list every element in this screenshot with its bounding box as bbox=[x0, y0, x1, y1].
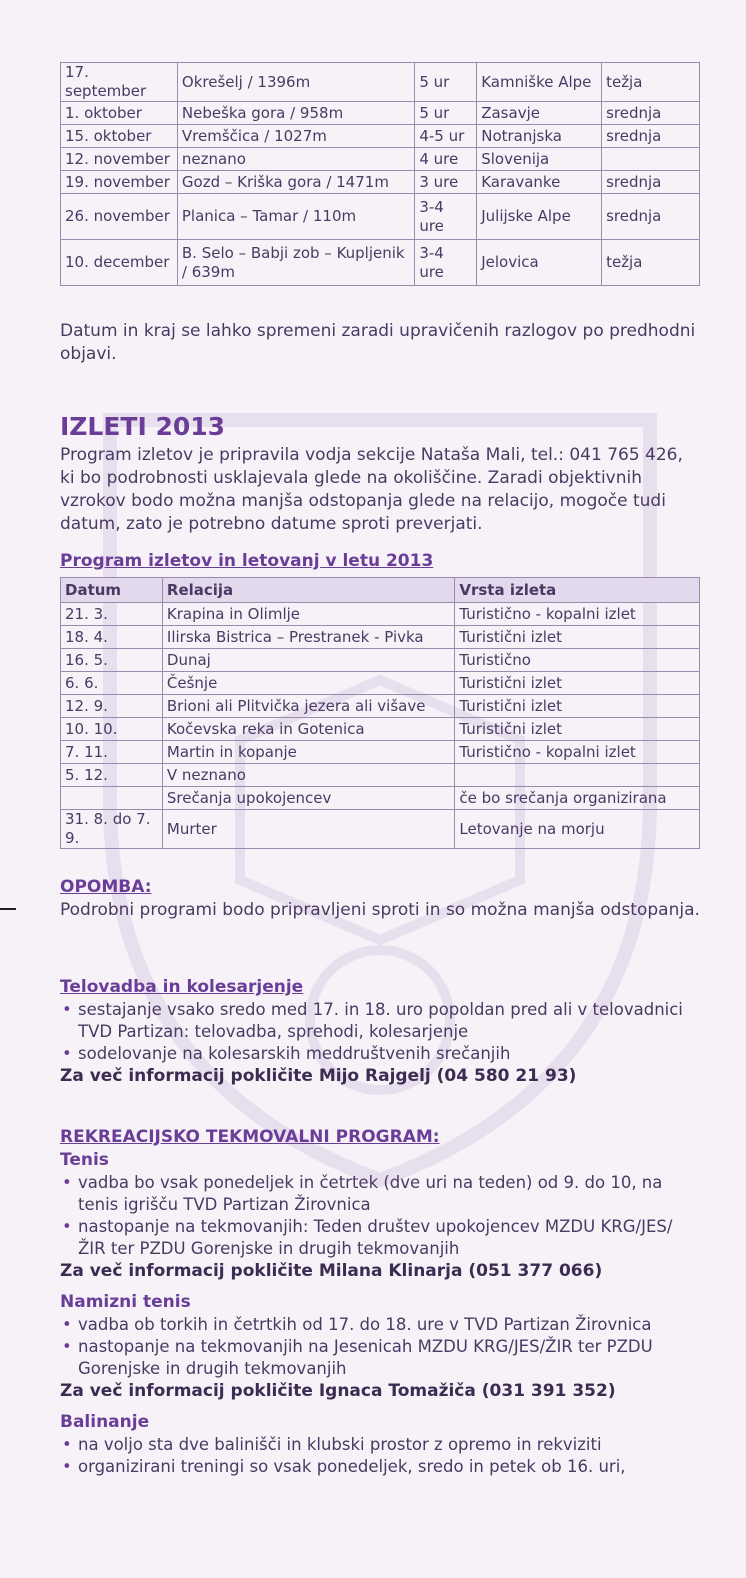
tenis-title: Tenis bbox=[60, 1150, 109, 1170]
hike-difficulty-cell: srednja bbox=[602, 102, 700, 125]
hike-difficulty-cell: srednja bbox=[602, 171, 700, 194]
program-date-cell: 12. 9. bbox=[61, 695, 163, 718]
balinanje-list bbox=[60, 1434, 700, 1478]
table-row bbox=[61, 672, 700, 695]
opomba-text: Podrobni programi bodo pripravljeni sproti in so možna manjša odstopanja. bbox=[60, 900, 700, 920]
program-type-cell: Turistični izlet bbox=[455, 695, 700, 718]
program-type-cell: Turistični izlet bbox=[455, 718, 700, 741]
table-row bbox=[61, 102, 700, 125]
list-item: • na voljo sta dve balinišči in klubski prostor z opremo in rekviziti bbox=[60, 1434, 700, 1456]
hike-route-cell: neznano bbox=[177, 148, 414, 171]
header-type: Vrsta izleta bbox=[455, 578, 700, 603]
table-row bbox=[61, 125, 700, 148]
list-item: • sodelovanje na kolesarskih meddruštvenih srečanjih bbox=[60, 1043, 700, 1065]
opomba-section bbox=[60, 876, 700, 922]
change-note-text: Datum in kraj se lahko spremeni zaradi upravičenih razlogov po predhodni objavi. bbox=[60, 321, 696, 364]
hike-duration-cell: 3 ure bbox=[415, 171, 477, 194]
hike-route-cell: Nebeška gora / 958m bbox=[177, 102, 414, 125]
program-type-cell: Turistično bbox=[455, 649, 700, 672]
hike-duration-cell: 3-4 ure bbox=[415, 240, 477, 286]
program-type-cell bbox=[455, 764, 700, 787]
table-row bbox=[61, 603, 700, 626]
program-date-cell: 31. 8. do 7. 9. bbox=[61, 810, 163, 849]
table-row bbox=[61, 741, 700, 764]
table-row bbox=[61, 194, 700, 240]
hike-difficulty-cell bbox=[602, 148, 700, 171]
table-row bbox=[61, 148, 700, 171]
telovadba-list bbox=[60, 999, 700, 1065]
program-type-cell: če bo srečanja organizirana bbox=[455, 787, 700, 810]
hike-region-cell: Notranjska bbox=[477, 125, 602, 148]
program-route-cell: Murter bbox=[162, 810, 454, 849]
hike-difficulty-cell: težja bbox=[602, 240, 700, 286]
rekreacija-title: REKREACIJSKO TEKMOVALNI PROGRAM: bbox=[60, 1127, 440, 1147]
list-item: • nastopanje na tekmovanjih na Jesenicah MZDU KRG/JES/ŽIR ter PZDU Gorenjske in drugih tekmovanjih bbox=[60, 1336, 700, 1380]
program-date-cell: 7. 11. bbox=[61, 741, 163, 764]
list-item: • nastopanje na tekmovanjih: Teden društev upokojencev MZDU KRG/JES/ŽIR ter PZDU Gorenjske in drugih tekmovanjih bbox=[60, 1216, 700, 1260]
hike-region-cell: Kamniške Alpe bbox=[477, 63, 602, 102]
table-row bbox=[61, 810, 700, 849]
hikes-schedule-table-wrap bbox=[60, 62, 700, 286]
hike-duration-cell: 3-4 ure bbox=[415, 194, 477, 240]
table-row bbox=[61, 171, 700, 194]
hike-region-cell: Julijske Alpe bbox=[477, 194, 602, 240]
list-item: • vadba bo vsak ponedeljek in četrtek (dve uri na teden) od 9. do 10, na tenis igrišču TVD Partizan Žirovnica bbox=[60, 1172, 700, 1216]
program-type-cell: Turistično - kopalni izlet bbox=[455, 603, 700, 626]
telovadba-contact: Za več informacij pokličite Mijo Rajgelj (04 580 21 93) bbox=[60, 1066, 577, 1086]
table-row bbox=[61, 695, 700, 718]
hike-route-cell: Gozd – Kriška gora / 1471m bbox=[177, 171, 414, 194]
program-type-cell: Turistični izlet bbox=[455, 626, 700, 649]
program-date-cell: 16. 5. bbox=[61, 649, 163, 672]
hike-duration-cell: 5 ur bbox=[415, 63, 477, 102]
program-date-cell: 5. 12. bbox=[61, 764, 163, 787]
hike-date-cell: 19. november bbox=[61, 171, 178, 194]
program-date-cell: 10. 10. bbox=[61, 718, 163, 741]
hike-route-cell: Planica – Tamar / 110m bbox=[177, 194, 414, 240]
header-date: Datum bbox=[61, 578, 163, 603]
program-route-cell: Krapina in Olimlje bbox=[162, 603, 454, 626]
list-item: • organizirani treningi so vsak ponedeljek, sredo in petek ob 16. uri, bbox=[60, 1456, 700, 1478]
program-route-cell: Ilirska Bistrica – Prestranek - Pivka bbox=[162, 626, 454, 649]
program-date-cell: 6. 6. bbox=[61, 672, 163, 695]
hike-difficulty-cell: srednja bbox=[602, 125, 700, 148]
program-type-cell: Turistično - kopalni izlet bbox=[455, 741, 700, 764]
telovadba-title: Telovadba in kolesarjenje bbox=[60, 977, 304, 997]
hike-duration-cell: 4-5 ur bbox=[415, 125, 477, 148]
table-row bbox=[61, 764, 700, 787]
program-date-cell: 18. 4. bbox=[61, 626, 163, 649]
namizni-tenis-contact: Za več informacij pokličite Ignaca Tomažiča (031 391 352) bbox=[60, 1381, 616, 1401]
program-table-header bbox=[61, 578, 700, 603]
izleti-title: IZLETI 2013 bbox=[60, 412, 226, 441]
izleti-section bbox=[60, 412, 700, 849]
namizni-tenis-list bbox=[60, 1314, 700, 1380]
balinanje-title: Balinanje bbox=[60, 1412, 150, 1432]
table-row bbox=[61, 787, 700, 810]
izleti-intro: Program izletov je pripravila vodja sekcije Nataša Mali, tel.: 041 765 426, ki bo podrobnosti usklajevala glede na okoliščine. Zaradi objektivnih vzrokov bodo možna manjša odstopanja glede na relacijo, mogoče tudi datum, zato je potrebno datume sproti preverjati. bbox=[60, 445, 683, 534]
hike-route-cell: Vremščica / 1027m bbox=[177, 125, 414, 148]
header-route: Relacija bbox=[162, 578, 454, 603]
tenis-list bbox=[60, 1172, 700, 1260]
hikes-schedule-table bbox=[60, 62, 700, 286]
hike-difficulty-cell: srednja bbox=[602, 194, 700, 240]
program-route-cell: Srečanja upokojencev bbox=[162, 787, 454, 810]
program-route-cell: V neznano bbox=[162, 764, 454, 787]
telovadba-section bbox=[60, 976, 700, 1088]
program-title: Program izletov in letovanj v letu 2013 bbox=[60, 551, 434, 571]
program-route-cell: Brioni ali Plitvička jezera ali višave bbox=[162, 695, 454, 718]
opomba-title: OPOMBA: bbox=[60, 877, 152, 897]
hike-difficulty-cell: težja bbox=[602, 63, 700, 102]
hike-region-cell: Jelovica bbox=[477, 240, 602, 286]
namizni-tenis-title: Namizni tenis bbox=[60, 1292, 191, 1312]
hike-route-cell: B. Selo – Babji zob – Kupljenik / 639m bbox=[177, 240, 414, 286]
hike-duration-cell: 4 ure bbox=[415, 148, 477, 171]
hike-route-cell: Okrešelj / 1396m bbox=[177, 63, 414, 102]
hike-date-cell: 12. november bbox=[61, 148, 178, 171]
margin-mark bbox=[0, 908, 16, 910]
table-row bbox=[61, 649, 700, 672]
table-row bbox=[61, 63, 700, 102]
program-route-cell: Martin in kopanje bbox=[162, 741, 454, 764]
hike-region-cell: Slovenija bbox=[477, 148, 602, 171]
hike-duration-cell: 5 ur bbox=[415, 102, 477, 125]
table-row bbox=[61, 240, 700, 286]
hike-date-cell: 15. oktober bbox=[61, 125, 178, 148]
program-date-cell: 21. 3. bbox=[61, 603, 163, 626]
list-item: • vadba ob torkih in četrtkih od 17. do 18. ure v TVD Partizan Žirovnica bbox=[60, 1314, 700, 1336]
program-type-cell: Turistični izlet bbox=[455, 672, 700, 695]
hike-region-cell: Zasavje bbox=[477, 102, 602, 125]
program-type-cell: Letovanje na morju bbox=[455, 810, 700, 849]
tenis-contact: Za več informacij pokličite Milana Klinarja (051 377 066) bbox=[60, 1261, 603, 1281]
hike-date-cell: 26. november bbox=[61, 194, 178, 240]
program-route-cell: Dunaj bbox=[162, 649, 454, 672]
hike-date-cell: 1. oktober bbox=[61, 102, 178, 125]
program-date-cell bbox=[61, 787, 163, 810]
table-row bbox=[61, 718, 700, 741]
change-note bbox=[60, 320, 700, 366]
rekreacija-section bbox=[60, 1126, 700, 1478]
hike-date-cell: 10. december bbox=[61, 240, 178, 286]
hike-date-cell: 17. september bbox=[61, 63, 178, 102]
hike-region-cell: Karavanke bbox=[477, 171, 602, 194]
list-item: • sestajanje vsako sredo med 17. in 18. uro popoldan pred ali v telovadnici TVD Partizan: telovadba, sprehodi, kolesarjenje bbox=[60, 999, 700, 1043]
table-row bbox=[61, 626, 700, 649]
program-table bbox=[60, 577, 700, 849]
program-route-cell: Češnje bbox=[162, 672, 454, 695]
program-route-cell: Kočevska reka in Gotenica bbox=[162, 718, 454, 741]
